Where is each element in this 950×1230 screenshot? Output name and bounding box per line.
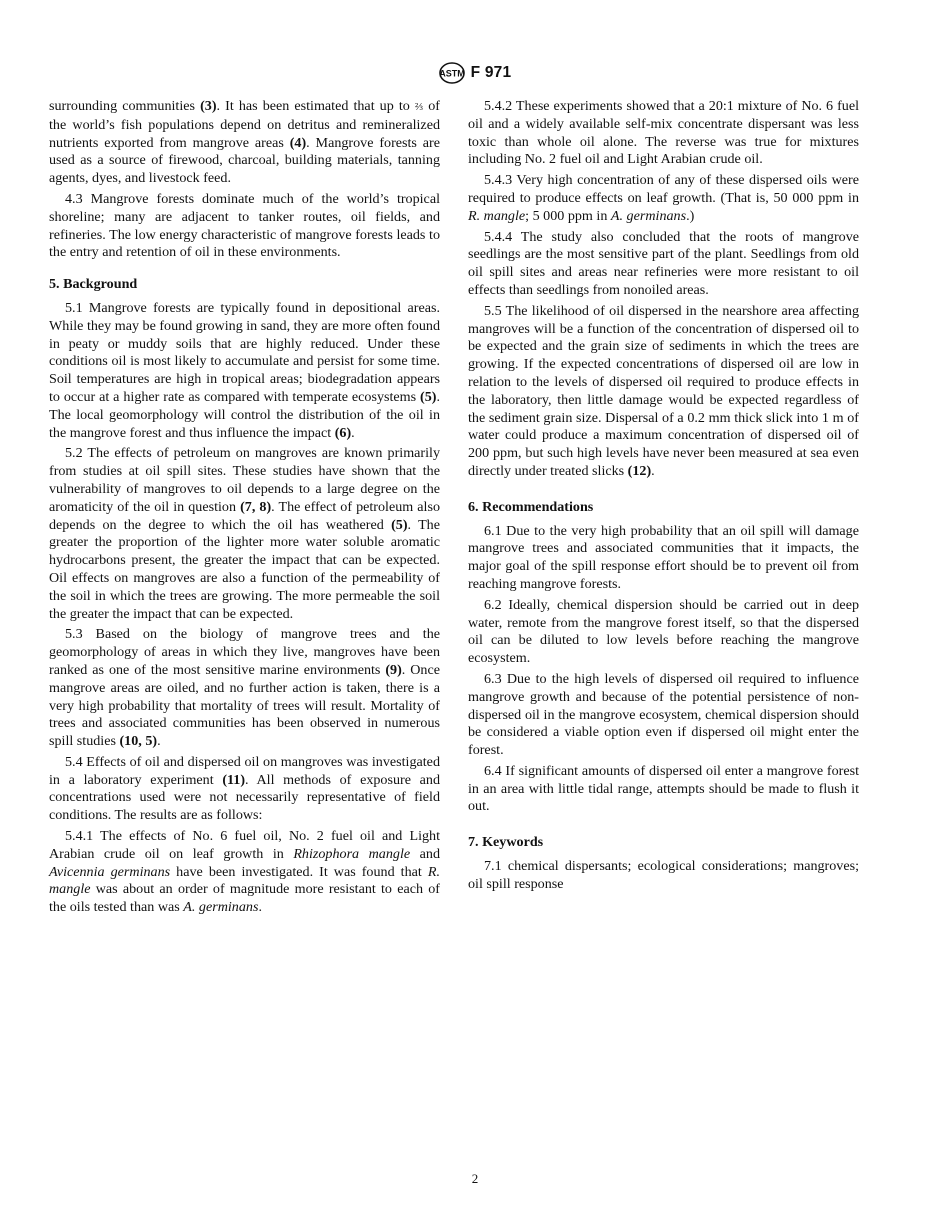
paragraph-6-3: 6.3 Due to the high levels of dispersed oil required to influence mangrove growth and because of the potential persistence of non-dispersed oil in the mangrove ecosystem, chemical dispersion should be considered a viable option even if dispersed oil might enter the forest.: [468, 670, 859, 759]
page-number: 2: [471, 1171, 479, 1186]
right-column: [468, 98, 859, 897]
paragraph-4-3: 4.3 Mangrove forests dominate much of the world’s tropical shoreline; many are adjacent to tanker routes, oil fields, and refineries. The low energy characteristic of mangrove forests leads to the entry and retention of oil in these environments.: [49, 190, 440, 261]
paragraph-5-4-2: 5.4.2 These experiments showed that a 20:1 mixture of No. 6 fuel oil and a widely available self-mix concentrate dispersant was less toxic than whole oil alone. The reverse was true for mixtures including No. 2 fuel oil and Light Arabian crude oil.: [468, 98, 859, 168]
left-column: [49, 98, 440, 920]
standard-designation: F 971: [470, 64, 512, 81]
paragraph-5-4: 5.4 Effects of oil and dispersed oil on mangroves was investigated in a laboratory experiment (11). All methods of exposure and concentrations used were not necessarily representative of field conditions. The results are as follows:: [49, 753, 440, 824]
astm-logo-icon: [439, 62, 465, 84]
paragraph-6-1: 6.1 Due to the very high probability that an oil spill will damage mangrove trees and associated communities that it impacts, the major goal of the spill response effort should be to prevent oil from reaching mangrove forests.: [468, 522, 859, 592]
paragraph-5-2: 5.2 The effects of petroleum on mangroves are known primarily from studies at oil spill sites. These studies have shown that the vulnerability of mangroves to oil depends to a large degree on the aromaticity of the oil in question (7, 8). The effect of petroleum also depends on the degree to which the oil has weathered (5). The greater the proportion of the lighter more water soluble aromatic hydrocarbons present, the greater the impact that can be expected. Oil effects on mangroves are also a function of the permeability of the soil in which the trees are growing. The more permeable the soil the greater the impact that can be expected.: [49, 445, 440, 622]
section-heading-keywords: 7. Keywords: [468, 834, 544, 851]
paragraph-5-4-1: 5.4.1 The effects of No. 6 fuel oil, No. 2 fuel oil and Light Arabian crude oil on leaf growth in Rhizophora mangle and Avicennia germinans have been investigated. It was found that R. mangle was about an order of magnitude more resistant to each of the oils tested than was A. germinans.: [49, 828, 440, 916]
paragraph-5-4-4: 5.4.4 The study also concluded that the roots of mangrove seedlings are the most sensitive part of the plant. Seedlings from old oil spill sites and areas near refineries were more resistant to oil effects than seedlings from nonoiled areas.: [468, 228, 859, 298]
paragraph-6-4: 6.4 If significant amounts of dispersed oil enter a mangrove forest in an area with little tidal range, attempts should be made to flush it out.: [468, 762, 859, 815]
astm-logo-lettering: ASTM: [438, 68, 465, 79]
paragraph-6-2: 6.2 Ideally, chemical dispersion should be carried out in deep water, remote from the mangrove forest itself, so that the dispersed oil can be diluted to low levels before reaching the mangrove ecosystem.: [468, 596, 859, 667]
paragraph-5-1: 5.1 Mangrove forests are typically found in depositional areas. While they may be found growing in sand, they are more often found in peaty or muddy soils that are highly reduced. Under these conditions oil is most likely to accumulate and persist for some time. Soil temperatures are high in tropical areas; biodegradation appears to occur at a higher rate as compared with temperate ecosystems (5). The local geomorphology will control the distribution of the oil in the mangrove forest and thus influence the impact (6).: [49, 299, 440, 441]
paragraph-5-3: 5.3 Based on the biology of mangrove trees and the geomorphology of areas in which they live, mangroves have been ranked as one of the most sensitive marine environments (9). Once mangrove areas are oiled, and no further action is taken, there is a very high probability that mortality of trees will result. Mortality of trees and associated communities has been observed in numerous spill studies (10, 5).: [49, 626, 440, 750]
section-heading-recommendations: 6. Recommendations: [468, 498, 594, 515]
paragraph-7-1: 7.1 chemical dispersants; ecological considerations; mangroves; oil spill response: [468, 858, 859, 892]
page-header: [0, 62, 950, 84]
paragraph-5-5: 5.5 The likelihood of oil dispersed in the nearshore area affecting mangroves will be a function of the concentration of dispersed oil to be expected and the grain size of sediments in which the trees are growing. If the expected concentrations of dispersed oil are low in relation to the levels of dispersed oil required to produce effects in the laboratory, then little damage would be expected regardless of the sediment grain size. Dispersal of a 0.2 mm thick slick into 1 m of water could produce a maximum concentration of dispersed oil of 200 ppm, but such high levels have never been measured at sea even directly under treated slicks (12).: [468, 302, 859, 479]
paragraph-4-2-continued: surrounding communities (3). It has been estimated that up to ⅔ of the world’s fish populations depend on detritus and remineralized nutrients exported from mangrove areas (4). Mangrove forests are used as a source of firewood, charcoal, building materials, tanning agents, dyes, and livestock feed.: [49, 98, 440, 187]
paragraph-5-4-3: 5.4.3 Very high concentration of any of these dispersed oils were required to produce effects on leaf growth. (That is, 50 000 ppm in R. mangle; 5 000 ppm in A. germinans.): [468, 172, 859, 224]
section-heading-background: 5. Background: [49, 276, 138, 293]
